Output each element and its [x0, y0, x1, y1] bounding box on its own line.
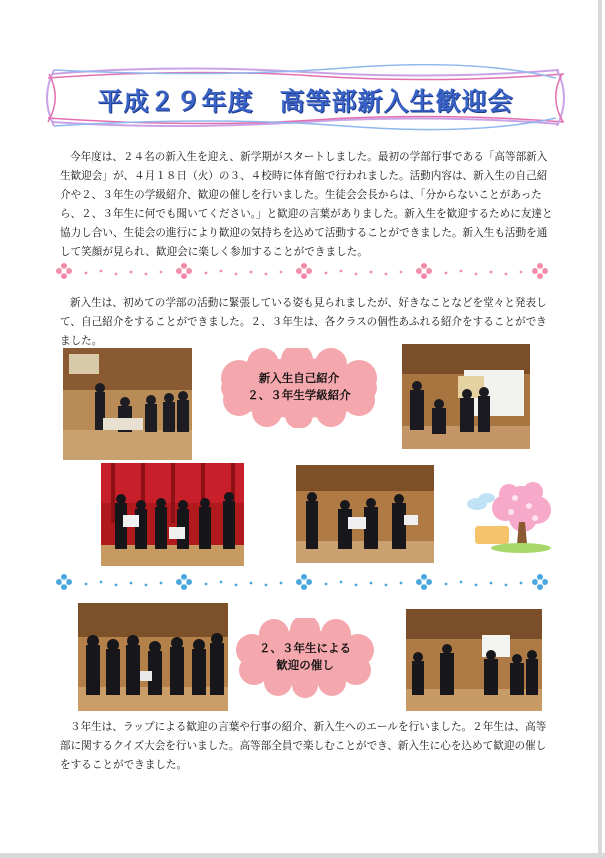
- caption-intro-line1: 新入生自己紹介: [258, 371, 340, 385]
- photo-class-skit: [296, 465, 434, 563]
- caption-cloud-welcome: [230, 618, 380, 698]
- photo-stage-group: [101, 463, 244, 566]
- photo-rap-performance: [78, 603, 228, 711]
- page-edge-right: [598, 0, 602, 858]
- caption-intro-line2: ２、３年生学級紹介: [247, 388, 351, 402]
- photo-class-presentation: [402, 344, 530, 449]
- caption-welcome-line1: ２、３年生による: [259, 641, 351, 655]
- flower-divider-pink: [46, 261, 558, 281]
- flower-divider-blue: [46, 572, 558, 592]
- title-banner: [44, 64, 567, 132]
- photo-self-intro: [63, 348, 192, 460]
- performance-paragraph: ３年生は、ラップによる歓迎の言葉や行事の紹介、新入生へのエールを行いました。２年生は、高等部に関するクイズ大会を行いました。高等部全員で楽しむことができ、新入生に心を込めて歓迎の催しをすることができました。: [60, 721, 547, 771]
- cherry-tree-illustration: [465, 478, 555, 556]
- intro-paragraph: 今年度は、２４名の新入生を迎え、新学期がスタートしました。最初の学部行事である「高等部新入生歓迎会」が、４月１８日（火）の３、４校時に体育館で行われました。活動内容は、新入生の自己紹介や２、３年生の学級紹介、歓迎の催しを行いました。生徒会会長からは、「分からないことがあったら、２、３年生に何でも聞いてください。」と歓迎の言葉がありました。新入生を歓迎するために友達と協力し合い、生徒会の進行により歓迎の気持ちを込めて活動することができました。新入生も活動を通して笑顔が見られ、歓迎会に楽しく参加することができました。: [60, 151, 553, 258]
- caption-welcome-line2: 歓迎の催し: [276, 658, 334, 672]
- page-edge-bottom: [0, 853, 605, 858]
- self-intro-paragraph: 新入生は、初めての学部の活動に緊張している姿も見られましたが、好きなことなどを堂々と発表して、自己紹介をすることができました。２、３年生は、各クラスの個性あふれる紹介をすることができました。: [60, 297, 547, 347]
- page-title: 平成２９年度 高等部新入生歓迎会: [97, 87, 514, 116]
- photo-quiz-contest: [406, 609, 542, 711]
- caption-cloud-intro: [211, 348, 387, 428]
